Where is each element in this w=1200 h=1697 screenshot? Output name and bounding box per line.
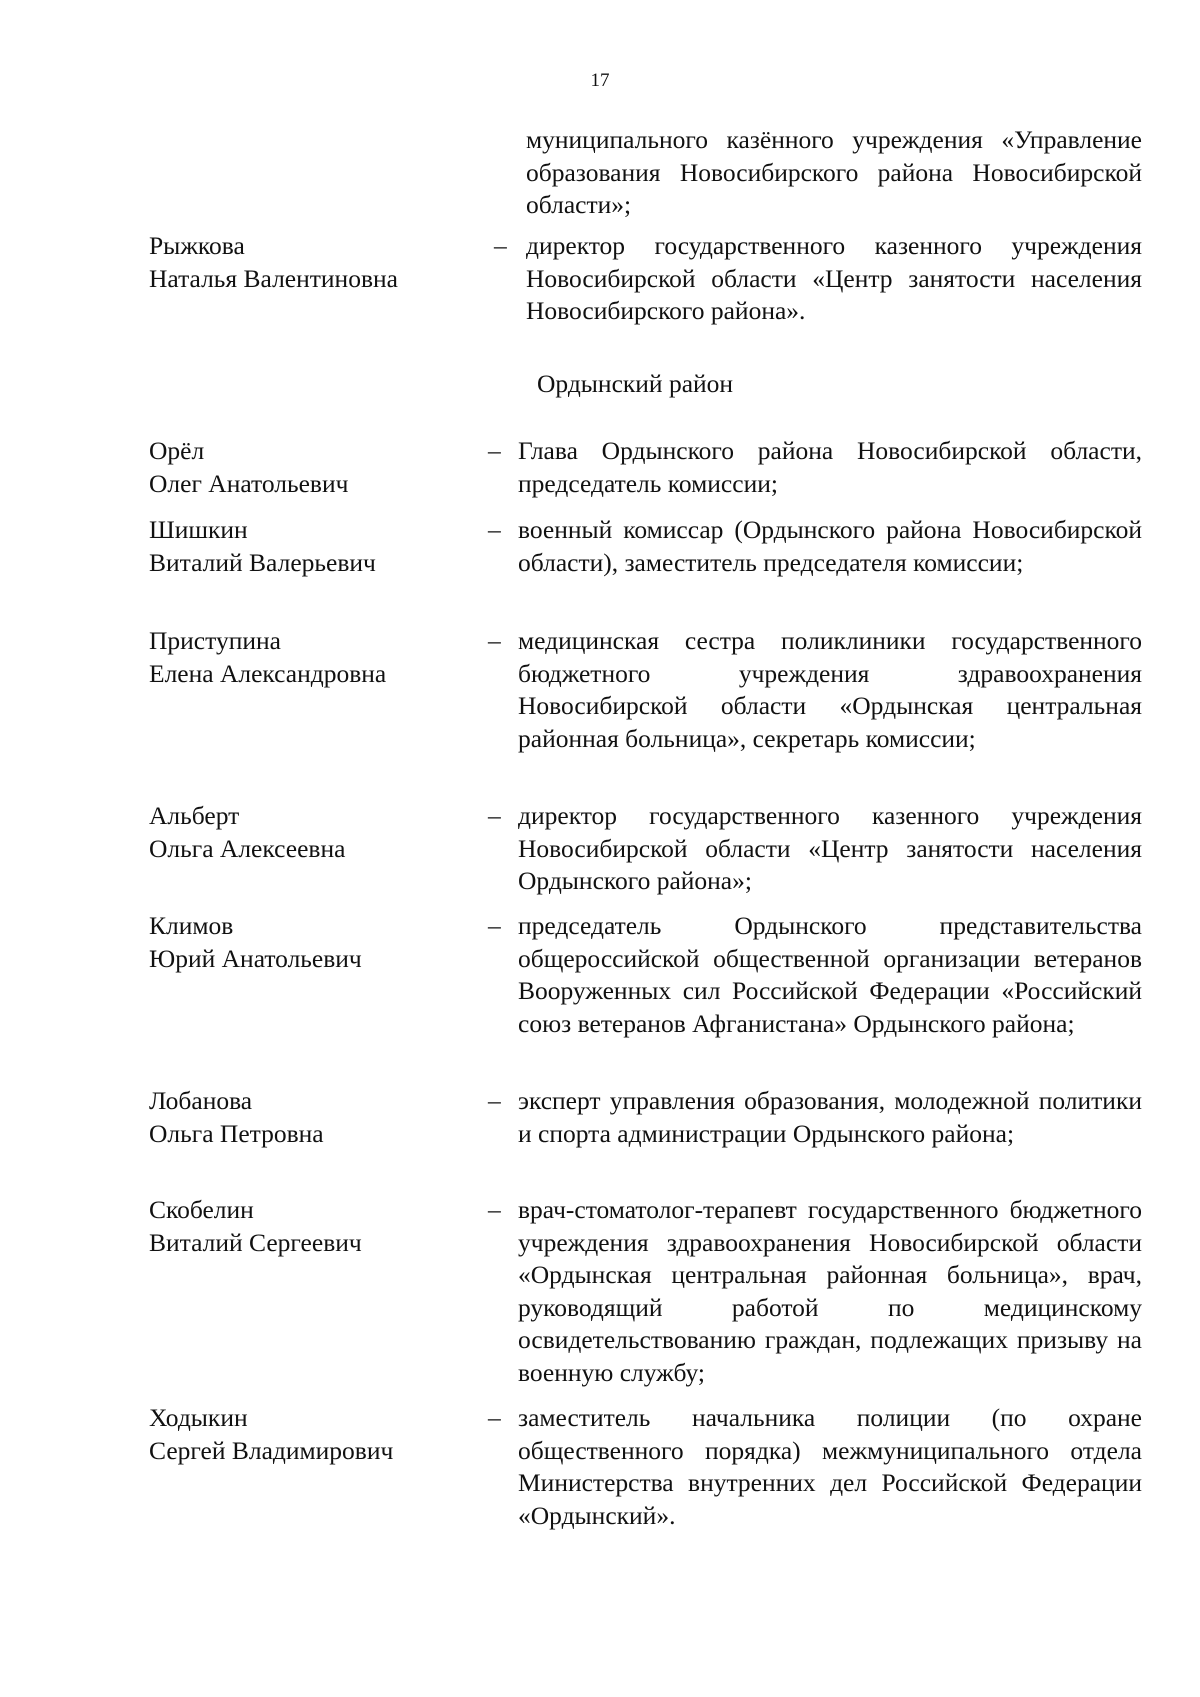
member-given-name: Олег Анатольевич (149, 468, 349, 498)
member-role: заместитель начальника полиции (по охране общественного порядка) межмуниципального отдела Министерства внутренних дел Российской Федерации «Ордынский». (518, 1403, 1142, 1530)
member-role: директор государственного казенного учреждения Новосибирской области «Центр занятости населения Ордынского района»; (518, 801, 1142, 895)
dash-separator: – (488, 436, 501, 465)
member-name (149, 435, 479, 500)
dash-separator: – (488, 515, 501, 544)
member-given-name: Елена Александровна (149, 658, 387, 688)
member-role: врач-стоматолог-терапевт государственного бюджетного учреждения здравоохранения Новосибирской области «Ордынская центральная районная больница», врач, руководящий работой по медицинскому освидетельствованию граждан, подлежащих призыву на военную службу; (518, 1195, 1142, 1387)
member-given-name: Виталий Сергеевич (149, 1227, 362, 1257)
member-name (149, 1085, 479, 1150)
member-role: военный комиссар (Ордынского района Новосибирской области), заместитель председателя комиссии; (518, 515, 1142, 577)
dash-separator: – (488, 1086, 501, 1115)
dash-separator: – (488, 1195, 501, 1224)
member-surname: Климов (149, 911, 234, 940)
member-name (149, 910, 479, 975)
member-surname: Альберт (149, 801, 240, 830)
member-surname: Лобанова (149, 1086, 253, 1115)
member-name (149, 1402, 479, 1467)
member-name (149, 625, 479, 690)
dash-separator: – (494, 231, 507, 260)
member-surname: Приступина (149, 626, 281, 655)
member-role: эксперт управления образования, молодежной политики и спорта администрации Ордынского района; (518, 1086, 1142, 1148)
member-given-name: Виталий Валерьевич (149, 547, 376, 577)
member-given-name: Юрий Анатольевич (149, 943, 362, 973)
member-given-name: Наталья Валентиновна (149, 263, 398, 293)
dash-separator: – (488, 801, 501, 830)
page-number: 17 (590, 70, 610, 91)
member-given-name: Ольга Петровна (149, 1118, 324, 1148)
member-name (149, 514, 479, 579)
member-role: председатель Ордынского представительства общероссийской общественной организации ветеранов Вооруженных сил Российской Федерации «Российский союз ветеранов Афганистана» Ордынского района; (518, 911, 1142, 1038)
member-role: Глава Ордынского района Новосибирской области, председатель комиссии; (518, 436, 1142, 498)
continuation-text: муниципального казённого учреждения «Управление образования Новосибирского района Новосибирской области»; (526, 125, 1142, 219)
member-surname: Ходыкин (149, 1403, 248, 1432)
dash-separator: – (488, 911, 501, 940)
member-given-name: Ольга Алексеевна (149, 833, 346, 863)
member-surname: Орёл (149, 436, 205, 465)
section-heading: Ордынский район (537, 369, 734, 398)
dash-separator: – (488, 626, 501, 655)
member-role: медицинская сестра поликлиники государственного бюджетного учреждения здравоохранения Новосибирской области «Ордынская центральная районная больница», секретарь комиссии; (518, 626, 1142, 753)
member-surname: Шишкин (149, 515, 248, 544)
member-given-name: Сергей Владимирович (149, 1435, 394, 1465)
member-name (149, 1194, 479, 1259)
member-role: директор государственного казенного учреждения Новосибирской области «Центр занятости населения Новосибирского района». (526, 231, 1142, 325)
dash-separator: – (488, 1403, 501, 1432)
member-name (149, 230, 479, 295)
member-name (149, 800, 479, 865)
member-surname: Рыжкова (149, 231, 245, 260)
member-surname: Скобелин (149, 1195, 254, 1224)
